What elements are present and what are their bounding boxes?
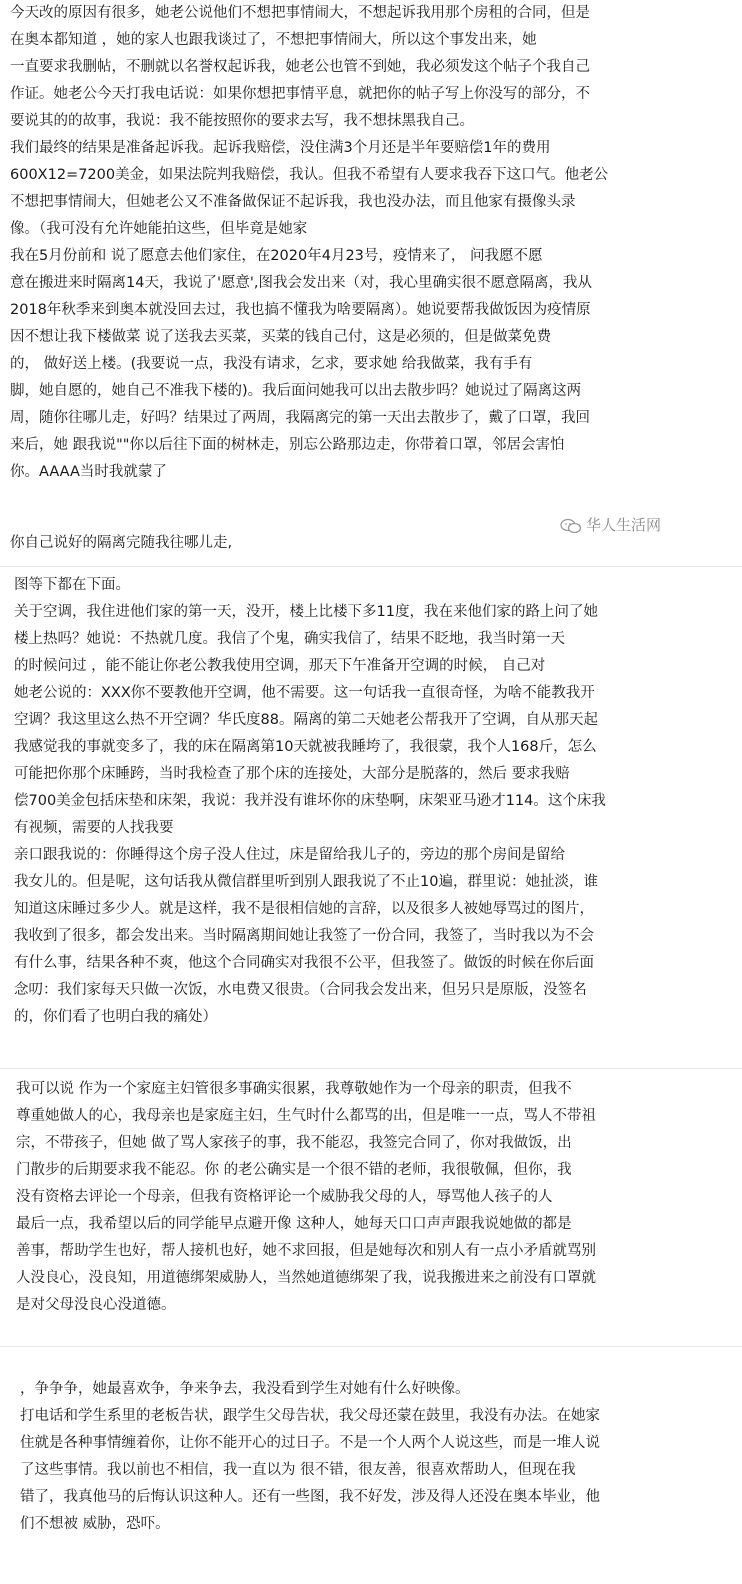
text-line: 要说其的的故事，我说：我不能按照你的要求去写，我不想抹黑我自己。 bbox=[10, 113, 474, 129]
text-line: 我收到了很多，都会发出来。当时隔离期间她让我签了一份合同，我签了，当时我以为不会 bbox=[14, 928, 594, 944]
text-line: 念叨：我们家每天只做一次饭，水电费又很贵。（合同我会发出来，但另只是原版，没签名 bbox=[14, 982, 587, 998]
text-line: 来后，她 跟我说""你以后往下面的树林走，别忘公路那边走，你带着口罩，邻居会害怕 bbox=[10, 437, 565, 453]
text-line: 偿700美金包括床垫和床架，我说：我并没有谁坏你的床垫啊，床架亚马逊才114。这个床我 bbox=[14, 793, 606, 809]
text-line: 你。AAAA当时我就蒙了 bbox=[10, 464, 167, 480]
text-line: 门散步的后期要求我不能忍。你 的老公确实是一个很不错的老师，我很敬佩，但你，我 bbox=[16, 1162, 572, 1178]
text-line: 善事，帮助学生也好，帮人接机也好，她不求回报，但是她每次和别人有一点小矛盾就骂别 bbox=[16, 1243, 596, 1259]
text-line: 空调？我这里这么热不开空调？华氏度88。隔离的第二天她老公帮我开了空调，自从那天起 bbox=[14, 712, 598, 728]
text-line: 尊重她做人的心，我母亲也是家庭主妇，生气时什么都骂的出，但是唯一一点，骂人不带祖 bbox=[16, 1108, 596, 1124]
text-line: 了这些事情。我以前也不相信，我一直以为 很不错，很友善，很喜欢帮助人，但现在我 bbox=[20, 1462, 576, 1478]
text-line: 像。（我可没有允许她能拍这些，但毕竟是她家 bbox=[10, 221, 308, 237]
text-line: 打电话和学生系里的老板告状，跟学生父母告状，我父母还蒙在鼓里，我没有办法。在她家 bbox=[20, 1408, 600, 1424]
text-line: 我可以说 作为一个家庭主妇管很多事确实很累，我尊敬她作为一个母亲的职责，但我不 bbox=[16, 1081, 572, 1097]
text-line: 错了，我真他马的后悔认识这种人。还有一些图，我不好发，涉及得人还没在奥本毕业，他 bbox=[20, 1489, 600, 1505]
text-line: 我们最终的结果是准备起诉我。起诉我赔偿，没住满3个月还是半年要赔偿1年的费用 bbox=[10, 140, 551, 156]
watermark-text: 华人生活网 bbox=[586, 516, 662, 534]
text-line: 我女儿的。但是呢，这句话我从微信群里听到别人跟我说了不止10遍，群里说：她扯淡，谁 bbox=[14, 874, 598, 890]
paragraph-block-5 bbox=[20, 1376, 732, 1538]
text-line: 们不想被 威胁，恐吓。 bbox=[20, 1516, 170, 1532]
text-line: 一直要求我删帖，不删就以名誉权起诉我，她老公也管不到她，我必须发这个帖子个我自己 bbox=[10, 59, 590, 75]
text-line: 你自己说好的隔离完随我往哪儿走, bbox=[10, 535, 233, 551]
text-line: 今天改的原因有很多，她老公说他们不想把事情闹大，不想起诉我用那个房租的合同，但是 bbox=[10, 5, 590, 21]
text-line: 有什么事，结果各种不爽，他这个合同确实对我很不公平，但我签了。做饭的时候在你后面 bbox=[14, 955, 594, 971]
text-line: 图等下都在下面。 bbox=[14, 577, 130, 593]
text-line: 意在搬进来时隔离14天，我说了'愿意',图我会发出来（对，我心里确实很不愿意隔离，我从 bbox=[10, 275, 593, 291]
text-line: 有视频，需要的人找我要 bbox=[14, 820, 174, 836]
text-line: 知道这床睡过多少人。就是这样，我不是很相信她的言辞，以及很多人被她辱骂过的图片， bbox=[14, 901, 594, 917]
section-divider bbox=[0, 1346, 742, 1347]
text-line: ，争争争，她最喜欢争，争来争去，我没看到学生对她有什么好映像。 bbox=[20, 1381, 470, 1397]
text-line: 人没良心，没良知，用道德绑架威胁人，当然她道德绑架了我，说我搬进来之前没有口罩就 bbox=[16, 1270, 596, 1286]
paragraph-block-2 bbox=[10, 530, 732, 557]
text-line: 的，你们看了也明白我的痛处） bbox=[14, 1009, 217, 1025]
text-line: 因不想让我下楼做菜 说了送我去买菜，买菜的钱自己付，这是必须的，但是做菜免费 bbox=[10, 329, 552, 345]
text-line: 没有资格去评论一个母亲，但我有资格评论一个威胁我父母的人，辱骂他人孩子的人 bbox=[16, 1189, 553, 1205]
text-line: 可能把你那个床睡跨，当时我检查了那个床的连接处，大部分是脱落的，然后 要求我赔 bbox=[14, 766, 570, 782]
text-line: 作证。她老公今天打我电话说：如果你想把事情平息，就把你的帖子写上你没写的部分，不 bbox=[10, 86, 590, 102]
paragraph-block-3 bbox=[14, 572, 732, 1031]
text-line: 600X12=7200美金，如果法院判我赔偿，我认。但我不希望有人要求我吞下这口气。他老公 bbox=[10, 167, 609, 183]
text-line: 楼上热吗？她说：不热就几度。我信了个鬼，确实我信了，结果不眨地，我当时第一天 bbox=[14, 631, 565, 647]
text-line: 2018年秋季来到奥本就没回去过，我也搞不懂我为啥要隔离）。她说要帮我做饭因为疫情原 bbox=[10, 302, 591, 318]
text-line: 不想把事情闹大，但她老公又不准备做保证不起诉我，我也没办法，而且他家有摄像头录 bbox=[10, 194, 576, 210]
text-line: 我在5月份前和 说了愿意去他们家住，在2020年4月23号，疫情来了， 问我愿不愿 bbox=[10, 248, 543, 264]
text-line: 她老公说的：XXX你不要教他开空调，他不需要。这一句话我一直很奇怪，为啥不能教我开 bbox=[14, 685, 595, 701]
text-line: 宗，不带孩子，但她 做了骂人家孩子的事，我不能忍，我签完合同了，你对我做饭，出 bbox=[16, 1135, 572, 1151]
paragraph-block-4 bbox=[16, 1076, 732, 1319]
text-line: 是对父母没良心没道德。 bbox=[16, 1297, 176, 1313]
text-line: 最后一点，我希望以后的同学能早点避开像 这种人，她每天口口声声跟我说她做的都是 bbox=[16, 1216, 572, 1232]
section-divider bbox=[0, 566, 742, 567]
text-line: 关于空调，我住进他们家的第一天，没开，楼上比楼下多11度，我在来他们家的路上问了她 bbox=[14, 604, 598, 620]
text-line: 的， 做好送上楼。(我要说一点，我没有请求，乞求，要求她 给我做菜，我有手有 bbox=[10, 356, 533, 372]
text-line: 在奥本都知道 ，她的家人也跟我谈过了，不想把事情闹大，所以这个事发出来，她 bbox=[10, 32, 537, 48]
text-line: 周，随你往哪儿走，好吗？结果过了两周，我隔离完的第一天出去散步了，戴了口罩，我回 bbox=[10, 410, 590, 426]
text-line: 我感觉我的事就变多了，我的床在隔离第10天就被我睡垮了，我很蒙，我个人168斤，怎么 bbox=[14, 739, 597, 755]
paragraph-block-1 bbox=[10, 0, 732, 486]
text-line: 的时候问过 ，能不能让你老公教我使用空调，那天下午准备开空调的时候， 自己对 bbox=[14, 658, 546, 674]
text-line: 脚，她自愿的，她自己不准我下楼的)。我后面问她我可以出去散步吗？她说过了隔离这两 bbox=[10, 383, 582, 399]
text-line: 住就是各种事情缠着你，让你不能开心的过日子。不是一个人两个人说这些，而是一堆人说 bbox=[20, 1435, 600, 1451]
section-divider bbox=[0, 1068, 742, 1069]
text-line: 亲口跟我说的：你睡得这个房子没人住过，床是留给我儿子的，旁边的那个房间是留给 bbox=[14, 847, 565, 863]
